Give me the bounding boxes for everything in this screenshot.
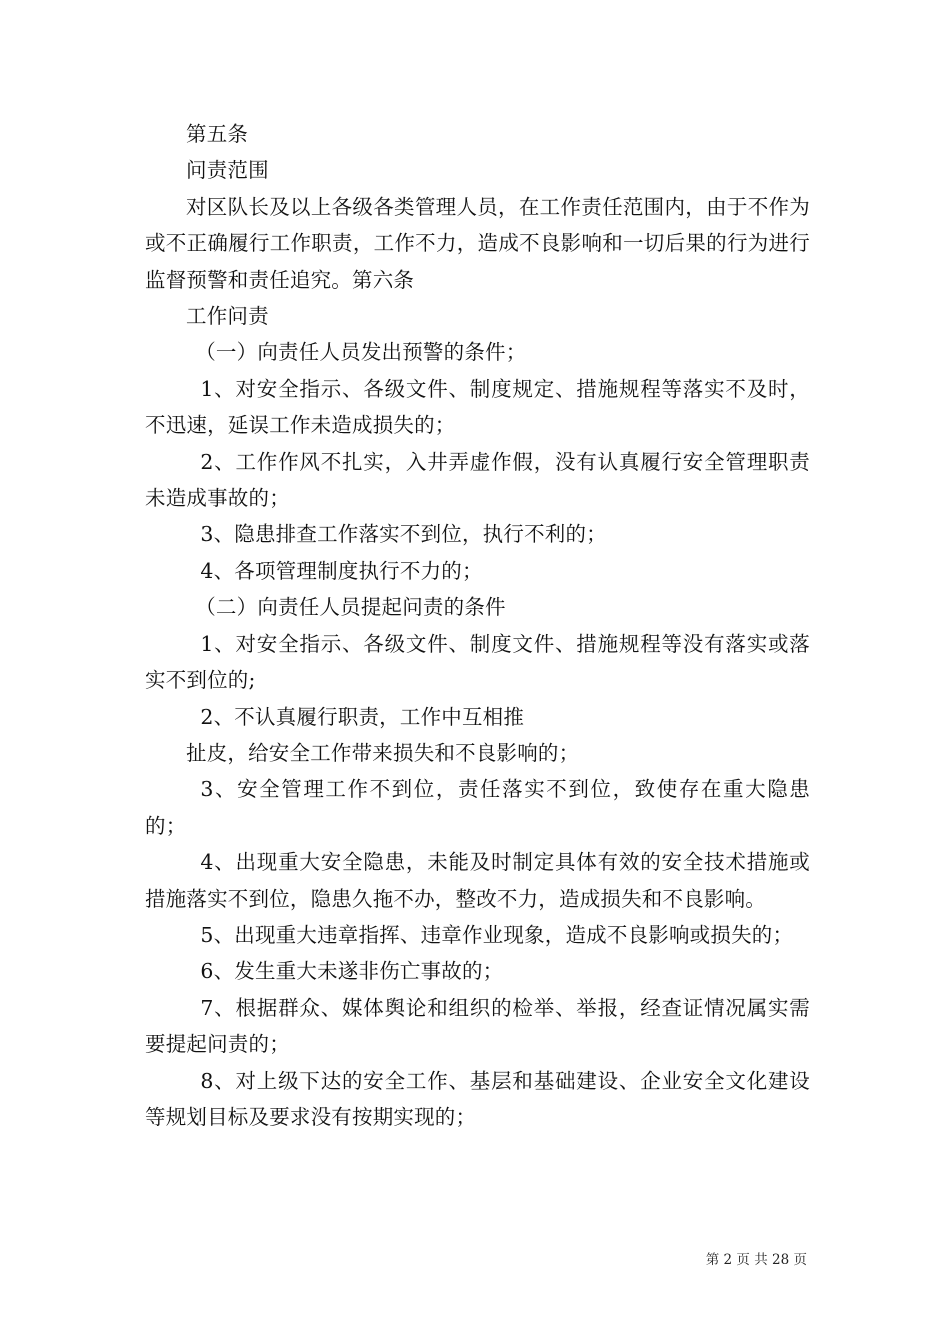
list-item: 3、安全管理工作不到位，责任落实不到位，致使存在重大隐患的； <box>145 777 810 838</box>
section-heading: 工作问责 <box>186 304 269 329</box>
page-footer <box>0 1248 807 1268</box>
list-item: 4、出现重大安全隐患，未能及时制定具体有效的安全技术措施或措施落实不到位，隐患久拖不办，整改不力，造成损失和不良影响。 <box>145 850 810 911</box>
document-body <box>145 116 810 1135</box>
list-item: 5、出现重大违章指挥、违章作业现象，造成不良影响或损失的； <box>200 922 794 947</box>
list-item: 2、不认真履行职责，工作中互相推 <box>200 704 525 729</box>
subsection-heading: （二）向责任人员提起问责的条件 <box>195 595 506 620</box>
list-item: 3、隐患排查工作落实不到位，执行不利的； <box>200 522 607 547</box>
list-item: 8、对上级下达的安全工作、基层和基础建设、企业安全文化建设等规划目标及要求没有按期实现的； <box>145 1068 810 1129</box>
list-item: 4、各项管理制度执行不力的； <box>200 558 483 583</box>
paragraph: 对区队长及以上各级各类管理人员，在工作责任范围内，由于不作为或不正确履行工作职责，工作不力，造成不良影响和一切后果的行为进行监督预警和责任追究。第六条 <box>145 194 810 292</box>
list-item-continuation: 扯皮，给安全工作带来损失和不良影响的； <box>186 740 580 765</box>
article-heading: 第五条 <box>186 122 249 146</box>
subsection-heading: （一）向责任人员发出预警的条件； <box>195 340 527 365</box>
section-heading: 问责范围 <box>186 158 269 183</box>
list-item: 1、对安全指示、各级文件、制度规定、措施规程等落实不及时，不迅速，延误工作未造成损失的； <box>145 376 810 438</box>
list-item: 7、根据群众、媒体舆论和组织的检举、举报，经查证情况属实需要提起问责的； <box>145 995 810 1057</box>
list-item: 6、发生重大未遂非伤亡事故的； <box>200 959 504 984</box>
page-number: 第 2 页 共 28 页 <box>705 1252 807 1268</box>
list-item: 1、对安全指示、各级文件、制度文件、措施规程等没有落实或落实不到位的; <box>145 631 810 693</box>
list-item: 2、工作作风不扎实，入井弄虚作假，没有认真履行安全管理职责未造成事故的； <box>145 449 810 511</box>
